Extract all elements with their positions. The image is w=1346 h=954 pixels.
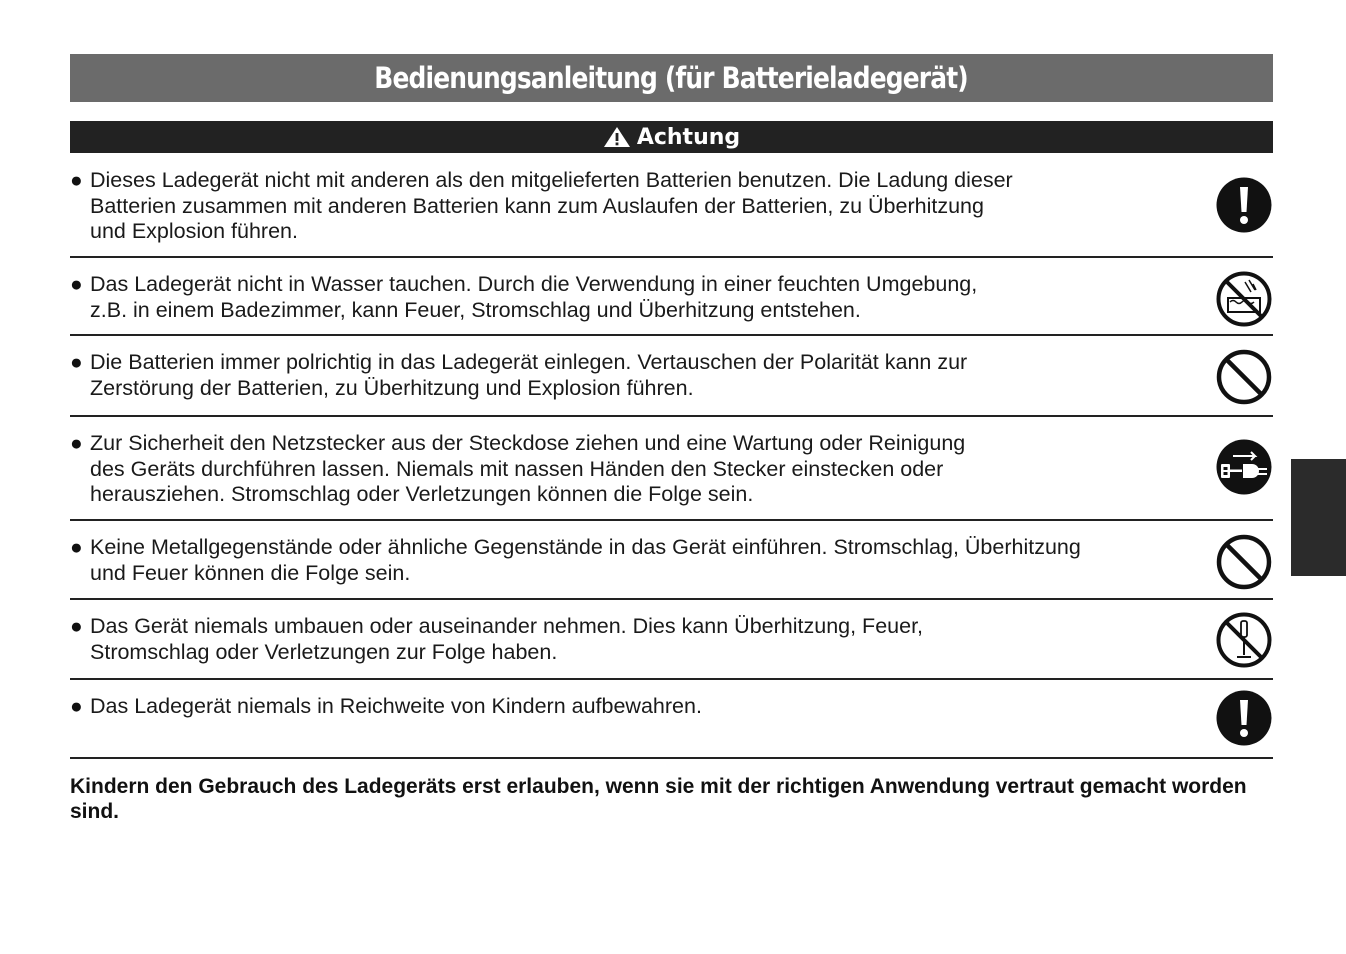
list-item bbox=[70, 168, 1273, 258]
mandatory-exclamation-icon bbox=[1215, 689, 1273, 747]
footer-note: Kindern den Gebrauch des Ladegeräts erst erlauben, wenn sie mit der richtigen Anwendung vertraut gemacht worden sind. bbox=[70, 775, 1247, 823]
unplug-icon bbox=[1215, 438, 1273, 496]
prohibited-icon bbox=[1215, 348, 1273, 406]
warning-triangle-icon bbox=[603, 126, 631, 148]
bullet: ● bbox=[70, 351, 83, 374]
no-disassembly-icon bbox=[1215, 611, 1273, 669]
item-text: Zur Sicherheit den Netzstecker aus der Steckdose ziehen und eine Wartung oder Reinigung des Geräts durchführen lassen. Niemals mit nassen Händen den Stecker einstecken oder herausziehen. Stromschlag oder Verletzungen können die Folge sein. bbox=[90, 431, 966, 506]
list-item bbox=[70, 614, 1273, 680]
bullet: ● bbox=[70, 695, 83, 718]
no-water-bathroom-icon bbox=[1215, 270, 1273, 328]
item-text: Keine Metallgegenstände oder ähnliche Gegenstände in das Gerät einführen. Stromschlag, Überhitzung und Feuer können die Folge sein. bbox=[90, 535, 1081, 585]
warning-label: Achtung bbox=[636, 124, 741, 150]
list-item bbox=[70, 694, 1273, 759]
item-text: Die Batterien immer polrichtig in das Ladegerät einlegen. Vertauschen der Polarität kann zur Zerstörung der Batterien, zu Überhitzung und Explosion führen. bbox=[90, 350, 968, 400]
bullet: ● bbox=[70, 432, 83, 455]
list-item bbox=[70, 272, 1273, 336]
item-text: Dieses Ladegerät nicht mit anderen als den mitgelieferten Batterien benutzen. Die Ladung dieser Batterien zusammen mit anderen Batterien kann zum Auslaufen der Batterien, zu Überhitzung und Explosion führen. bbox=[90, 168, 1013, 243]
prohibited-icon bbox=[1215, 533, 1273, 591]
side-tab bbox=[1291, 459, 1346, 576]
item-text: Das Ladegerät nicht in Wasser tauchen. Durch die Verwendung in einer feuchten Umgebung, z.B. in einem Badezimmer, kann Feuer, Stromschlag und Überhitzung entstehen. bbox=[90, 272, 978, 322]
bullet: ● bbox=[70, 536, 83, 559]
page-title-bar bbox=[70, 54, 1273, 102]
list-item bbox=[70, 535, 1273, 600]
list-item bbox=[70, 431, 1273, 521]
bullet: ● bbox=[70, 615, 83, 638]
page-title: Bedienungsanleitung (für Batterieladegerät) bbox=[374, 61, 969, 95]
bullet: ● bbox=[70, 273, 83, 296]
list-item bbox=[70, 350, 1273, 417]
item-text: Das Ladegerät niemals in Reichweite von Kindern aufbewahren. bbox=[90, 694, 702, 718]
item-text: Das Gerät niemals umbauen oder auseinander nehmen. Dies kann Überhitzung, Feuer, Stromschlag oder Verletzungen zur Folge haben. bbox=[90, 614, 924, 664]
mandatory-exclamation-icon bbox=[1215, 176, 1273, 234]
bullet: ● bbox=[70, 169, 83, 192]
warning-header bbox=[70, 121, 1273, 153]
